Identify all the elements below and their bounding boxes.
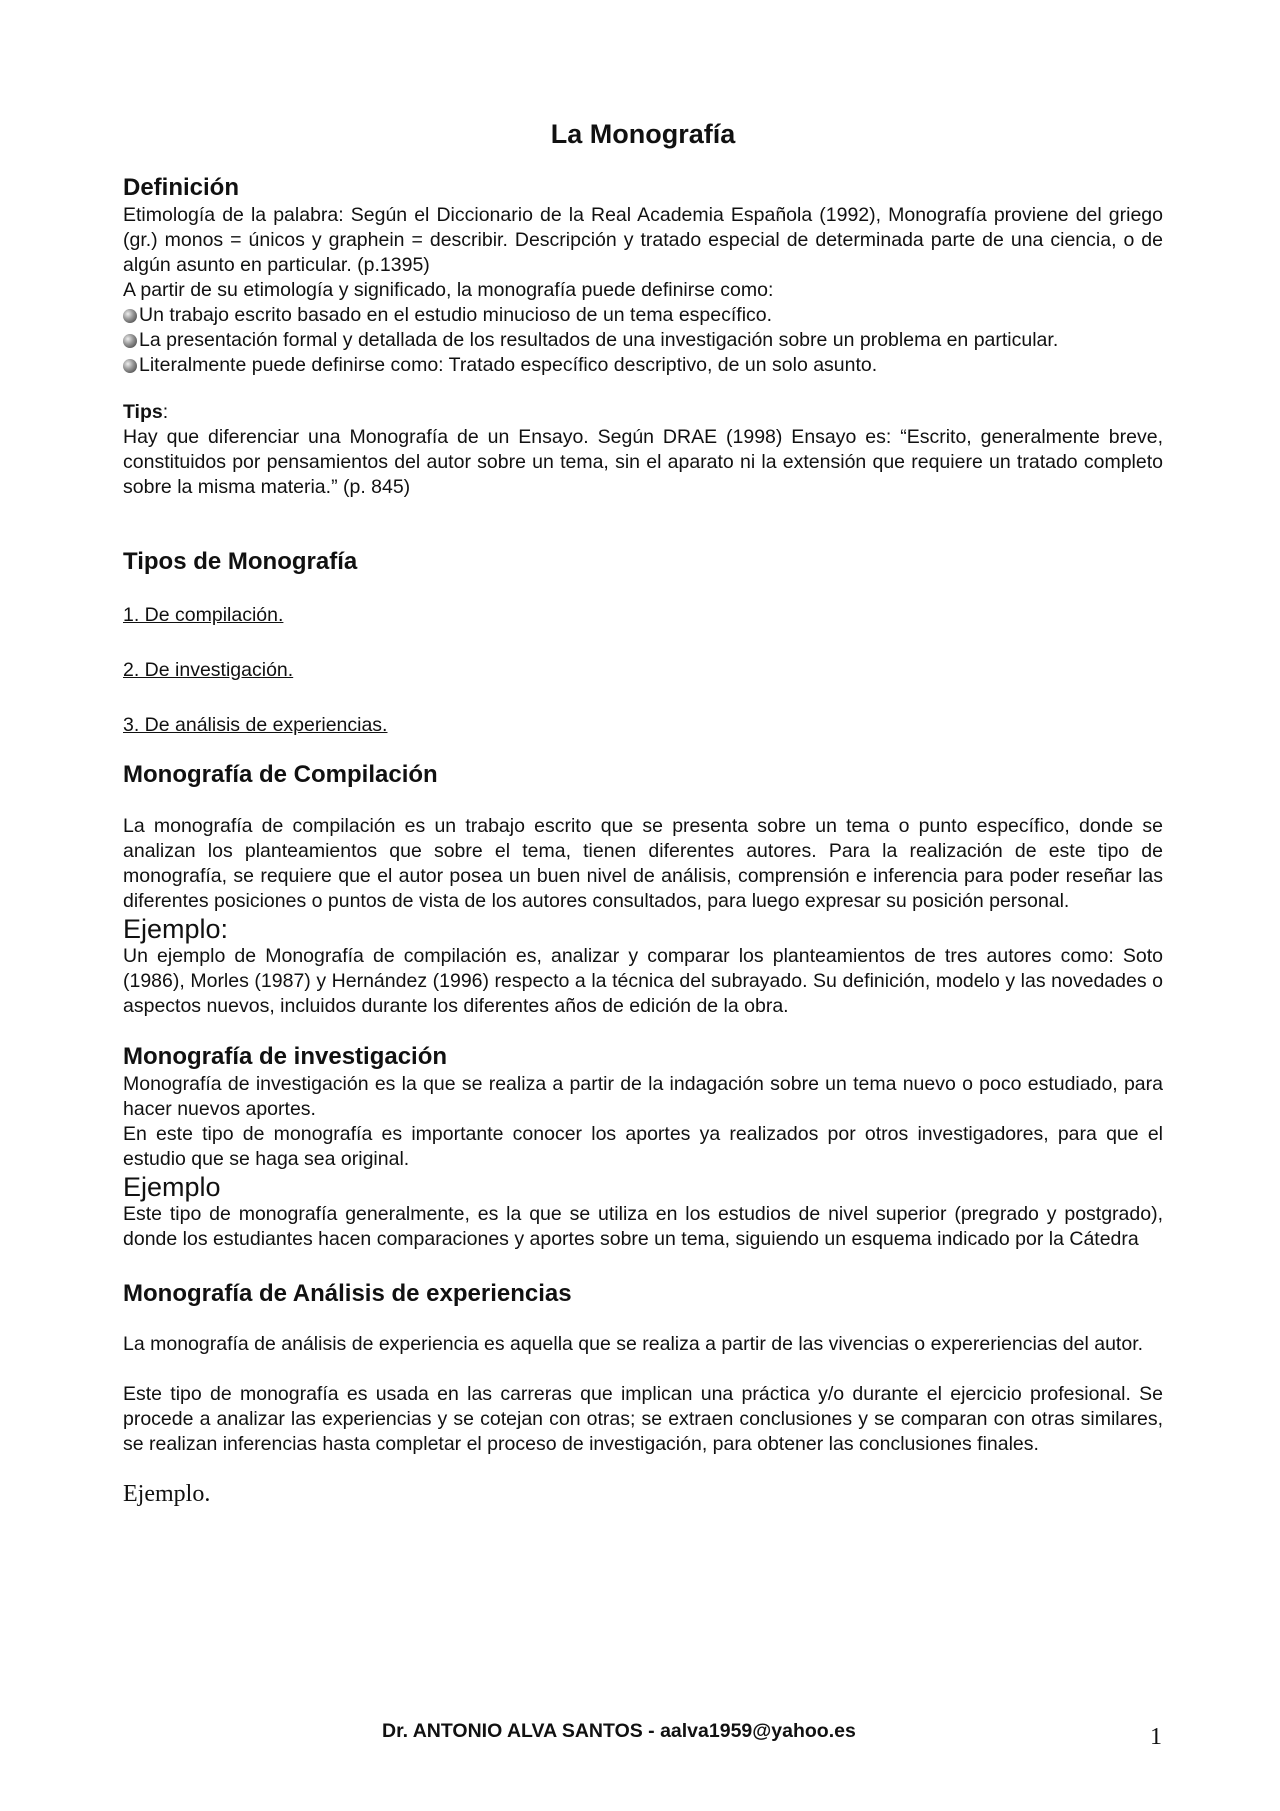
bullet-text: La presentación formal y detallada de los resultados de una investigación sobre un problema en particular.: [139, 329, 1059, 352]
heading-definicion: Definición: [123, 174, 240, 202]
tipo-item-investigacion[interactable]: 2. De investigación.: [123, 658, 294, 681]
bullet-ball-icon: [123, 359, 137, 373]
definicion-paragraph-2: A partir de su etimología y significado, la monografía puede definirse como:: [123, 279, 774, 302]
tips-text: Hay que diferenciar una Monografía de un Ensayo. Según DRAE (1998) Ensayo es: “Escrito, generalmente breve, constituidos por pensamientos del autor sobre un tema, sin el aparato ni la extensión que requiere un tratado completo sobre la misma materia.” (p. 845): [123, 426, 1163, 499]
section-tips: [123, 400, 1163, 500]
heading-compilacion: Monografía de Compilación: [123, 760, 438, 788]
investigacion-text-2: En este tipo de monografía es importante conocer los aportes ya realizados por otros investigadores, para que el estudio que se haga sea original.: [123, 1122, 1163, 1170]
tips-colon: :: [162, 401, 169, 424]
document-title: La Monografía: [550, 119, 736, 149]
section-investigacion: [123, 1043, 1163, 1252]
tipo-item-analisis[interactable]: 3. De análisis de experiencias.: [123, 713, 388, 736]
compilacion-example-label: Ejemplo:: [123, 913, 229, 944]
page-number: 1: [1150, 1724, 1162, 1750]
heading-analisis: Monografía de Análisis de experiencias: [123, 1279, 572, 1307]
investigacion-example-text: Este tipo de monografía generalmente, es la que se utiliza en los estudios de nivel superior (pregrado y postgrado), donde los estudiantes hacen comparaciones y aportes sobre un tema, siguiendo un esquema indicado por la Cátedra: [123, 1202, 1163, 1250]
tips-label-line: [123, 400, 1163, 425]
analisis-text-1: La monografía de análisis de experiencia es aquella que se realiza a partir de las vivencias o expereriencias del autor.: [123, 1333, 1144, 1356]
definicion-bullet-3: [123, 353, 1163, 378]
tipo-item-compilacion[interactable]: 1. De compilación.: [123, 603, 284, 626]
compilacion-text: La monografía de compilación es un trabajo escrito que se presenta sobre un tema o punto específico, donde se analizan los planteamientos que sobre el tema, tienen diferentes autores. Para la realización de este tipo de monografía, se requiere que el autor posea un buen nivel de análisis, comprensión e inferencia para poder reseñar las diferentes posiciones o puntos de vista de los autores consultados, para luego expresar su posición personal.: [123, 814, 1163, 912]
section-analisis: [123, 1280, 1163, 1509]
investigacion-text-1: Monografía de investigación es la que se realiza a partir de la indagación sobre un tema nuevo o poco estudiado, para hacer nuevos aportes.: [123, 1072, 1163, 1120]
analisis-text-2: Este tipo de monografía es usada en las carreras que implican una práctica y/o durante el ejercicio profesional. Se procede a analizar las experiencias y se cotejan con otras; se extraen conclusiones y se comparan con otras similares, se realizan inferencias hasta completar el proceso de investigación, para obtener las conclusiones finales.: [123, 1383, 1163, 1456]
investigacion-example-label: Ejemplo: [123, 1171, 221, 1202]
section-tipos: [123, 548, 1163, 738]
heading-investigacion: Monografía de investigación: [123, 1042, 448, 1070]
compilacion-example-text: Un ejemplo de Monografía de compilación es, analizar y comparar los planteamientos de tres autores como: Soto (1986), Morles (1987) y Hernández (1996) respecto a la técnica del subrayado. Su definición, modelo y las novedades o aspectos nuevos, incluidos durante los diferentes años de edición de la obra.: [123, 944, 1163, 1017]
bullet-text: Literalmente puede definirse como: Tratado específico descriptivo, de un solo asunto.: [139, 354, 878, 377]
footer-author: Dr. ANTONIO ALVA SANTOS - aalva1959@yahoo.es: [382, 1720, 856, 1742]
document-content: [123, 118, 1163, 1508]
section-compilacion: [123, 761, 1163, 1019]
bullet-text: Un trabajo escrito basado en el estudio minucioso de un tema específico.: [139, 304, 773, 327]
heading-tipos: Tipos de Monografía: [123, 548, 358, 576]
tips-label: Tips: [123, 401, 163, 424]
definicion-paragraph-1: Etimología de la palabra: Según el Diccionario de la Real Academia Española (1992), Monografía proviene del griego (gr.) monos = únicos y graphein = describir. Descripción y tratado especial de determinada parte de una ciencia, o de algún asunto en particular. (p.1395): [123, 204, 1163, 277]
bullet-ball-icon: [123, 334, 137, 348]
section-definicion: [123, 174, 1163, 378]
definicion-bullet-2: [123, 328, 1163, 353]
definicion-bullet-1: [123, 303, 1163, 328]
bullet-ball-icon: [123, 309, 137, 323]
analisis-example-label: Ejemplo.: [123, 1481, 211, 1508]
